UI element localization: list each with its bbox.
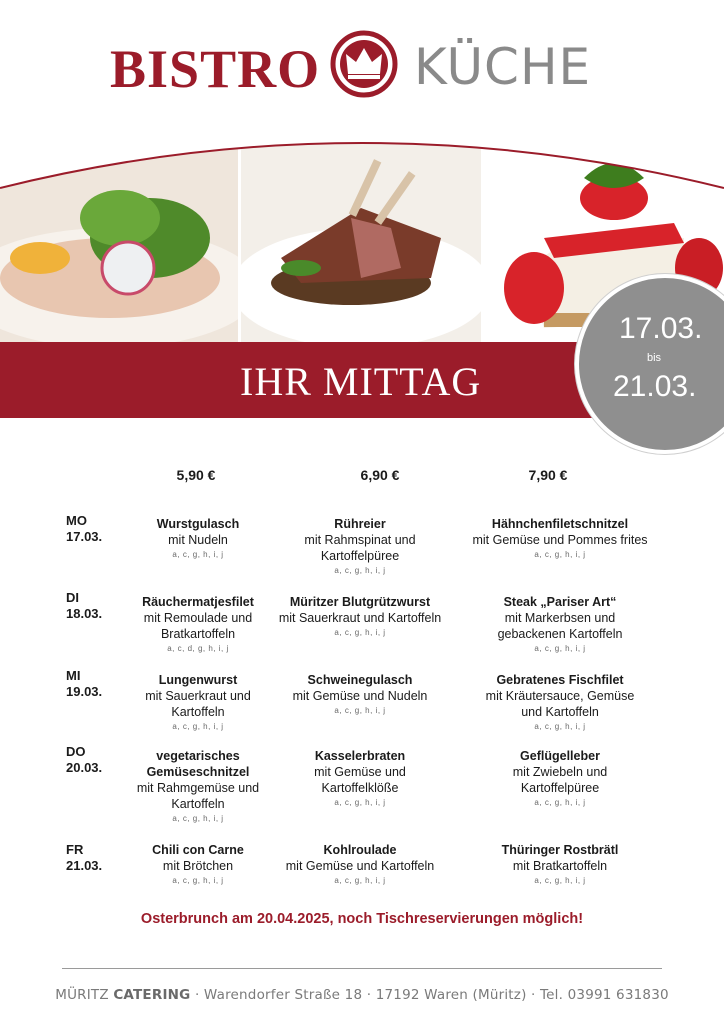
dish-desc: mit Gemüse und Kartoffelklöße: [314, 765, 406, 795]
logo: [0, 30, 724, 100]
crown-logo-icon: [330, 30, 398, 98]
dish-desc: mit Bratkartoffeln: [512, 859, 608, 873]
dish-allergens: a, c, g, h, i, j: [534, 876, 586, 885]
dish-desc: mit Nudeln: [168, 533, 228, 547]
dish-allergens: a, c, g, h, i, j: [534, 550, 586, 559]
day-name: FR: [66, 842, 84, 857]
dish-desc: mit Gemüse und Nudeln: [292, 689, 428, 703]
date-from: 17.03.: [619, 312, 703, 345]
dish-name: Wurstgulasch: [156, 517, 240, 531]
dish-name: Geflügelleber: [520, 749, 600, 763]
day-name: MI: [66, 668, 81, 683]
banner-title: IHR MITTAG: [240, 359, 482, 404]
dish-desc: mit Gemüse und Kartoffeln: [285, 859, 435, 873]
dish-di-1: [108, 594, 288, 656]
dish-do-3: [460, 748, 660, 810]
dish-name: Lungenwurst: [158, 673, 238, 687]
price-header: [0, 467, 724, 487]
dish-name: Steak „Pariser Art“: [503, 595, 617, 609]
dish-mo-2: [270, 516, 450, 578]
dish-di-2: [270, 594, 450, 640]
dish-desc: mit Gemüse und Pommes frites: [472, 533, 648, 547]
dish-do-2: [270, 748, 450, 810]
dish-allergens: a, c, g, h, i, j: [172, 550, 224, 559]
dish-desc: mit Kräutersauce, Gemüse und Kartoffeln: [485, 689, 635, 719]
footer-contact: [0, 987, 724, 1003]
dish-mi-3: [460, 672, 660, 734]
dish-desc: mit Sauerkraut und Kartoffeln: [145, 689, 251, 719]
dish-allergens: a, c, g, h, i, j: [172, 814, 224, 823]
dish-allergens: a, c, g, h, i, j: [334, 566, 386, 575]
day-date: 18.03.: [66, 606, 103, 621]
logo-text-bistro: BISTRO: [110, 39, 321, 99]
dish-di-3: [460, 594, 660, 656]
day-label-mo: [66, 513, 102, 545]
dish-allergens: a, c, g, h, i, j: [334, 706, 386, 715]
day-date: 17.03.: [66, 529, 103, 544]
day-date: 19.03.: [66, 684, 103, 699]
price-column-2: 6,90 €: [360, 467, 400, 483]
dish-desc: mit Remoulade und Bratkartoffeln: [143, 611, 253, 641]
dish-name: Schweinegulasch: [307, 673, 413, 687]
day-label-di: [66, 590, 102, 622]
dish-name: Gebratenes Fischfilet: [496, 673, 624, 687]
dish-name: Chili con Carne: [152, 843, 244, 857]
footer-address: · Warendorfer Straße 18 · 17192 Waren (Müritz) · Tel. 03991 631830: [194, 987, 669, 1003]
day-label-fr: [66, 842, 102, 874]
dish-name: Räuchermatjesfilet: [142, 595, 254, 609]
dish-desc: mit Sauerkraut und Kartoffeln: [278, 611, 442, 625]
dish-mo-3: [460, 516, 660, 562]
dish-mi-1: [108, 672, 288, 734]
dish-allergens: a, c, g, h, i, j: [334, 876, 386, 885]
date-to: 21.03.: [613, 370, 697, 403]
dish-allergens: a, c, g, h, i, j: [534, 722, 586, 731]
dish-desc: mit Rahmspinat und Kartoffelpüree: [304, 533, 416, 563]
dish-mi-2: [270, 672, 450, 718]
dish-name: Müritzer Blutgrützwurst: [289, 595, 431, 609]
dish-allergens: a, c, g, h, i, j: [172, 876, 224, 885]
dish-allergens: a, c, g, h, i, j: [172, 722, 224, 731]
dish-name: vegetarisches Gemüseschnitzel: [146, 749, 250, 779]
dish-fr-1: [108, 842, 288, 888]
dish-allergens: a, c, g, h, i, j: [334, 798, 386, 807]
day-date: 20.03.: [66, 760, 103, 775]
day-name: DI: [66, 590, 79, 605]
day-name: MO: [66, 513, 87, 528]
dish-fr-2: [270, 842, 450, 888]
dish-fr-3: [460, 842, 660, 888]
dish-desc: mit Brötchen: [162, 859, 234, 873]
footer-company-light: MÜRITZ: [55, 987, 109, 1003]
footer-company-bold: CATERING: [113, 987, 191, 1003]
dish-allergens: a, c, g, h, i, j: [534, 644, 586, 653]
footer-divider: [62, 968, 662, 969]
day-name: DO: [66, 744, 86, 759]
dish-allergens: a, c, g, h, i, j: [334, 628, 386, 637]
dish-name: Rühreier: [334, 517, 386, 531]
day-label-do: [66, 744, 102, 776]
dish-name: Thüringer Rostbrätl: [501, 843, 619, 857]
dish-desc: mit Zwiebeln und Kartoffelpüree: [512, 765, 608, 795]
dish-name: Kasselerbraten: [314, 749, 406, 763]
date-bis: bis: [647, 352, 662, 364]
day-label-mi: [66, 668, 102, 700]
dish-allergens: a, c, d, g, h, i, j: [167, 644, 229, 653]
dish-do-1: [108, 748, 288, 826]
decorative-arc: [0, 118, 724, 208]
dish-allergens: a, c, g, h, i, j: [534, 798, 586, 807]
dish-desc: mit Markerbsen und gebackenen Kartoffeln: [497, 611, 623, 641]
dish-desc: mit Rahmgemüse und Kartoffeln: [136, 781, 260, 811]
dish-name: Hähnchenfiletschnitzel: [491, 517, 629, 531]
easter-brunch-notice: Osterbrunch am 20.04.2025, noch Tischreservierungen möglich!: [140, 911, 584, 927]
dish-mo-1: [98, 516, 298, 562]
price-column-3: 7,90 €: [528, 467, 568, 483]
price-column-1: 5,90 €: [176, 467, 216, 483]
logo-text-kueche: KÜCHE: [414, 38, 592, 96]
dish-name: Kohlroulade: [323, 843, 397, 857]
day-date: 21.03.: [66, 858, 103, 873]
